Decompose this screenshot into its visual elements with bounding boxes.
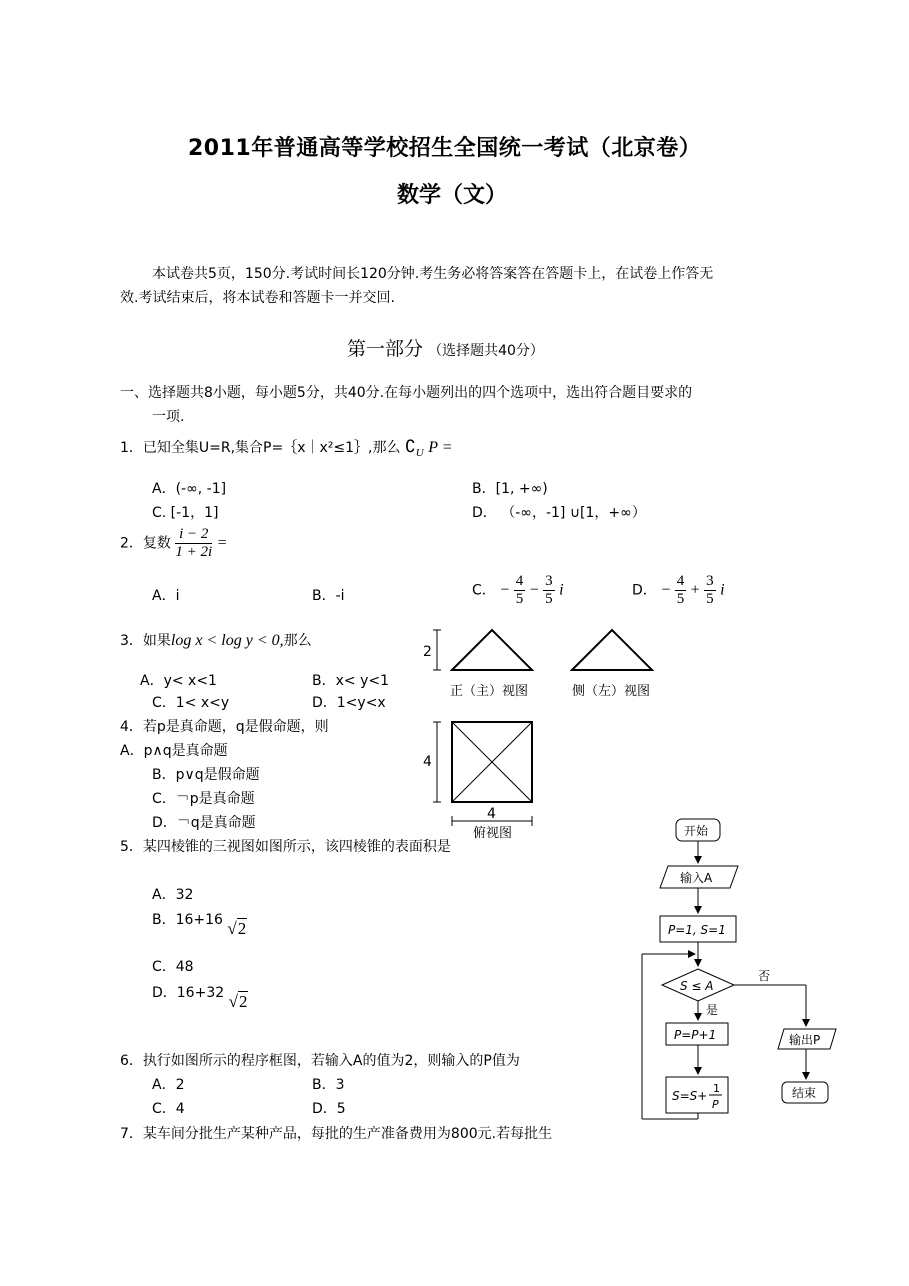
q6-option-a: A．2 bbox=[152, 1077, 185, 1093]
front-view-label: 正（主）视图 bbox=[450, 684, 529, 699]
q2-d-frac1-num: 4 bbox=[676, 573, 685, 589]
front-view-triangle bbox=[452, 630, 532, 670]
section-1-line-1: 一、选择题共8小题，每小题5分，共40分.在每小题列出的四个选项中，选出符合题目要求的 bbox=[120, 385, 693, 401]
intro-line-1: 本试卷共5页，150分.考试时间长120分钟.考生务必将答案答在答题卡上，在试卷上作答无 bbox=[152, 266, 714, 282]
side-view-triangle bbox=[572, 630, 652, 670]
q3-stem-pre: 3．如果 bbox=[120, 633, 171, 649]
q3-option-d: D．1<y<x bbox=[312, 695, 386, 711]
q2-c-frac2 bbox=[543, 574, 555, 607]
q2-d-frac1-den: 5 bbox=[676, 591, 685, 607]
q2-c-sign: − bbox=[500, 581, 510, 599]
exam-subtitle: 数学（文） bbox=[397, 183, 508, 208]
flow-start-label: 开始 bbox=[684, 824, 709, 838]
q2-d-frac2-num: 3 bbox=[706, 573, 714, 589]
section-1-line-2: 一项. bbox=[152, 409, 185, 425]
q2-c-frac1-den: 5 bbox=[515, 591, 524, 607]
q2-d-frac2-den: 5 bbox=[706, 591, 714, 607]
q6-option-b: B．3 bbox=[312, 1077, 345, 1093]
part-note: （选择题共40分） bbox=[428, 343, 544, 359]
q5-option-d-sqrt: √2 bbox=[228, 992, 248, 1011]
q2-c-i: i bbox=[559, 581, 564, 599]
q2-c-frac2-den: 5 bbox=[545, 591, 553, 607]
q2-option-a: A．i bbox=[152, 588, 180, 604]
side-view bbox=[572, 630, 652, 699]
q5-option-b-sqrt: √2 bbox=[227, 919, 247, 938]
q1-complement-sub: U bbox=[415, 446, 424, 459]
q6-option-c: C．4 bbox=[152, 1101, 185, 1117]
q1-option-b: B．[1, +∞) bbox=[472, 481, 548, 497]
exam-title: 2011年普通高等学校招生全国统一考试（北京卷） bbox=[188, 136, 702, 161]
q1-stem-text: 1．已知全集U=R,集合P=｛x｜x²≤1｝,那么 bbox=[120, 440, 401, 456]
q3-log-expression: log x < log y < 0, bbox=[170, 632, 284, 649]
q2-option-c bbox=[472, 574, 564, 607]
top-dim-side-label: 4 bbox=[423, 754, 432, 770]
q5-option-b-radicand: 2 bbox=[237, 919, 247, 938]
q7-stem: 7．某车间分批生产某种产品，每批的生产准备费用为800元.若每批生 bbox=[120, 1126, 553, 1142]
q2-stem-text: 2．复数 bbox=[120, 535, 171, 552]
q2-d-frac2 bbox=[704, 574, 716, 607]
flow-update-s-num: 1 bbox=[713, 1082, 720, 1095]
flow-end-label: 结束 bbox=[792, 1086, 817, 1100]
q3-stem-post: 那么 bbox=[283, 633, 312, 649]
q2-option-d bbox=[632, 574, 725, 607]
top-view-label: 俯视图 bbox=[473, 826, 513, 841]
q4-option-c: C．￢p是真命题 bbox=[152, 791, 255, 807]
q2-c-frac2-num: 3 bbox=[545, 573, 553, 589]
q2-c-label: C． bbox=[472, 582, 496, 599]
q2-stem bbox=[120, 527, 227, 560]
q2-fraction-denominator: 1 + 2i bbox=[175, 544, 213, 560]
q2-option-b: B．-i bbox=[312, 588, 345, 604]
q2-fraction-numerator: i − 2 bbox=[175, 527, 212, 544]
q2-d-mid: + bbox=[690, 581, 700, 599]
q5-option-a: A．32 bbox=[152, 887, 194, 903]
q6-stem: 6．执行如图所示的程序框图，若输入A的值为2，则输入的P值为 bbox=[120, 1053, 520, 1069]
part-title: 第一部分 bbox=[347, 339, 424, 360]
side-view-label: 侧（左）视图 bbox=[572, 684, 651, 699]
q6-option-d: D．5 bbox=[312, 1101, 346, 1117]
q5-option-b bbox=[152, 910, 247, 938]
q2-d-label: D． bbox=[632, 582, 657, 599]
flow-update-s-label: S=S+ bbox=[672, 1089, 708, 1103]
top-view bbox=[423, 722, 532, 841]
q2-c-frac1-num: 4 bbox=[515, 573, 524, 589]
flow-no-label: 否 bbox=[758, 969, 771, 983]
flow-input-label: 输入A bbox=[680, 871, 713, 885]
flow-output-label: 输出P bbox=[789, 1033, 821, 1047]
q1-option-d: D． （-∞，-1] ∪[1，+∞） bbox=[472, 505, 646, 521]
q3-option-b: B．x< y<1 bbox=[312, 673, 389, 689]
flow-update-s-den: P bbox=[712, 1098, 719, 1111]
q2-fraction bbox=[175, 527, 212, 560]
flowchart bbox=[636, 814, 846, 1126]
intro-line-2: 效.考试结束后，将本试卷和答题卡一并交回. bbox=[120, 290, 395, 306]
front-dim-label: 2 bbox=[423, 644, 432, 660]
q2-d-frac1 bbox=[675, 574, 687, 607]
q2-d-sign: − bbox=[661, 581, 671, 599]
flow-yes-label: 是 bbox=[706, 1003, 719, 1017]
flow-init-label: P=1, S=1 bbox=[668, 923, 726, 937]
q1-complement-tail: P = bbox=[428, 439, 453, 456]
q1-stem bbox=[120, 438, 452, 462]
top-dim-bottom-label: 4 bbox=[487, 806, 496, 822]
q5-option-c: C．48 bbox=[152, 959, 194, 975]
q5-option-d-radicand: 2 bbox=[238, 992, 248, 1011]
q4-stem: 4．若p是真命题，q是假命题，则 bbox=[120, 719, 329, 735]
q5-stem: 5．某四棱锥的三视图如图所示，该四棱锥的表面积是 bbox=[120, 839, 451, 855]
q2-equals: = bbox=[216, 534, 228, 552]
flow-update-p-label: P=P+1 bbox=[674, 1028, 717, 1042]
q5-option-d-text: D．16+32 bbox=[152, 985, 225, 1001]
q3-stem bbox=[120, 632, 312, 650]
q2-c-mid: − bbox=[529, 581, 539, 599]
q1-option-c: C. [-1，1] bbox=[152, 505, 219, 521]
q2-c-frac1 bbox=[514, 574, 526, 607]
q2-d-i: i bbox=[720, 581, 725, 599]
q5-option-b-text: B．16+16 bbox=[152, 912, 223, 928]
q4-option-a: A．p∧q是真命题 bbox=[120, 743, 228, 759]
q1-complement-symbol: ∁ bbox=[404, 437, 416, 456]
q4-option-d: D．￢q是真命题 bbox=[152, 815, 256, 831]
front-view bbox=[423, 630, 532, 699]
part-heading bbox=[347, 334, 544, 361]
q4-option-b: B．p∨q是假命题 bbox=[152, 767, 260, 783]
q5-option-d bbox=[152, 983, 248, 1011]
q3-option-a: A．y< x<1 bbox=[140, 673, 217, 689]
q3-option-c: C．1< x<y bbox=[152, 695, 230, 711]
flow-decision-label: S ≤ A bbox=[680, 979, 714, 993]
q1-option-a: A．(-∞, -1] bbox=[152, 481, 227, 497]
